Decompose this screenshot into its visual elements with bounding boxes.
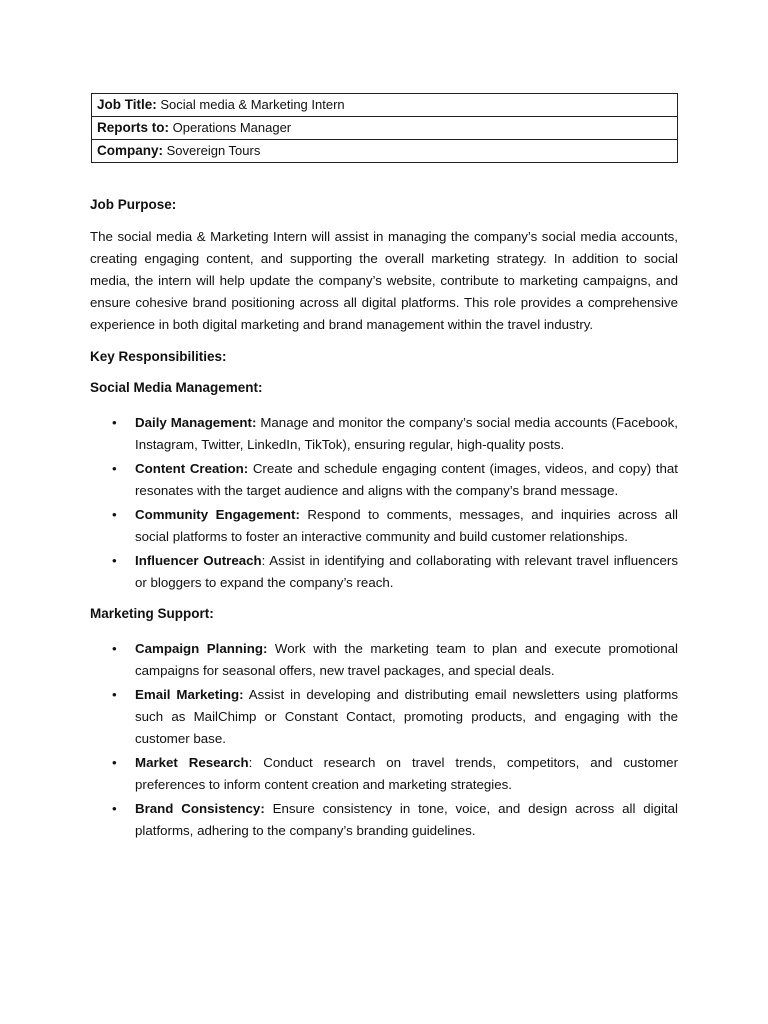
item-text: Manage and monitor the company’s social media accounts (Facebook, Instagram, Twitter, LinkedIn, TikTok), ensuring regular, high-quality posts. <box>135 415 678 452</box>
bullet-icon: • <box>112 755 117 770</box>
item-term: Community Engagement: <box>135 507 300 522</box>
bullet-icon: • <box>112 687 117 702</box>
item-term: Influencer Outreach <box>135 553 262 568</box>
marketing-support-list <box>90 638 678 842</box>
company-value: Sovereign Tours <box>166 143 261 158</box>
bullet-icon: • <box>112 415 117 430</box>
item-term: Market Research <box>135 755 249 770</box>
job-title-row <box>92 94 678 117</box>
item-text: Respond to comments, messages, and inquiries across all social platforms to foster an interactive community and build customer relationships. <box>135 507 678 544</box>
job-purpose-heading: Job Purpose: <box>90 197 177 212</box>
company-cell <box>92 140 678 163</box>
list-item <box>90 412 678 456</box>
company-row <box>92 140 678 163</box>
list-item <box>90 638 678 682</box>
bullet-icon: • <box>112 553 117 568</box>
job-title-value: Social media & Marketing Intern <box>160 97 345 112</box>
job-purpose-text: The social media & Marketing Intern will assist in managing the company’s social media accounts, creating engaging content, and supporting the overall marketing strategy. In addition to social media, the intern will help update the company’s website, contribute to marketing campaigns, and ensure cohesive brand positioning across all digital platforms. This role provides a comprehensive experience in both digital marketing and brand management within the travel industry. <box>90 229 678 332</box>
reports-to-label: Reports to: <box>97 120 169 135</box>
reports-to-row <box>92 117 678 140</box>
list-item <box>90 504 678 548</box>
list-item <box>90 684 678 750</box>
job-info-table <box>91 93 678 163</box>
item-term: Brand Consistency: <box>135 801 265 816</box>
item-text: Ensure consistency in tone, voice, and design across all digital platforms, adhering to the company’s branding guidelines. <box>135 801 679 838</box>
item-text: Assist in developing and distributing email newsletters using platforms such as MailChimp or Constant Contact, promoting products, and engaging with the customer base. <box>135 687 678 746</box>
item-term: Campaign Planning: <box>135 641 268 656</box>
bullet-icon: • <box>112 461 117 476</box>
item-text: : Assist in identifying and collaborating with relevant travel influencers or bloggers to expand the company’s reach. <box>135 553 679 590</box>
bullet-icon: • <box>112 507 117 522</box>
job-title-label: Job Title: <box>97 97 157 112</box>
social-media-heading: Social Media Management: <box>90 380 263 395</box>
reports-to-cell <box>92 117 678 140</box>
bullet-icon: • <box>112 801 117 816</box>
social-media-list <box>90 412 678 594</box>
list-item <box>90 550 678 594</box>
item-text: Work with the marketing team to plan and execute promotional campaigns for seasonal offers, new travel packages, and special deals. <box>135 641 679 678</box>
document-body <box>90 194 678 842</box>
item-term: Daily Management: <box>135 415 257 430</box>
list-item <box>90 458 678 502</box>
company-label: Company: <box>97 143 164 158</box>
bullet-icon: • <box>112 641 117 656</box>
marketing-support-heading: Marketing Support: <box>90 606 214 621</box>
item-text: Create and schedule engaging content (images, videos, and copy) that resonates with the target audience and aligns with the company’s brand message. <box>135 461 678 498</box>
item-term: Content Creation: <box>135 461 249 476</box>
item-text: : Conduct research on travel trends, competitors, and customer preferences to inform content creation and marketing strategies. <box>135 755 678 792</box>
job-title-cell <box>92 94 678 117</box>
list-item <box>90 752 678 796</box>
item-term: Email Marketing: <box>135 687 244 702</box>
reports-to-value: Operations Manager <box>172 120 292 135</box>
list-item <box>90 798 678 842</box>
key-responsibilities-heading: Key Responsibilities: <box>90 349 227 364</box>
